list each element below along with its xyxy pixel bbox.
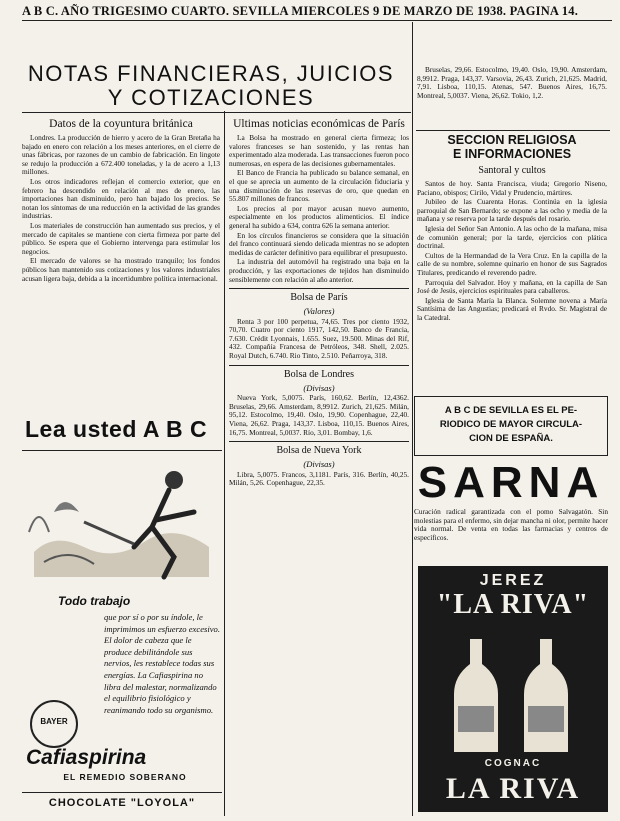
title-line-2: Y COTIZACIONES	[107, 85, 315, 110]
middle-paragraph: La Bolsa ha mostrado en general cierta firmeza; los valores franceses se han sostenido, y las rentas han experimentado alza moderada. Las transacciones fueron poco numerosas, en espera de las decisiones gubernamentales.	[229, 133, 409, 168]
left-paragraph: Londres. La producción de hierro y acero de la Gran Bretaña ha bajado en enero con relación a los meses anteriores, en el cierre de unas fábricas, por razones de un cambio de fabricación. En lingote se redujo la producción a 672.400 toneladas, y la de acero a 1,13 millones.	[22, 133, 220, 177]
left-paragraph: Los materiales de construcción han aumentado sus precios, y el mercado de capitales se mantiene con cierta firmeza por parte del público. Se espera que el Gobierno intervenga para estimular los negocios.	[22, 220, 220, 256]
la-riva-bottom: LA RIVA	[445, 772, 581, 805]
bolsa-londres-heading: Bolsa de Londres	[284, 368, 354, 380]
right-top-text: Bruselas, 29,66. Estocolmo, 19,40. Oslo, 19,90. Amsterdam, 8,9912. Praga, 143,37. Varsovia, 26,43. Zurich, 21,625. Madrid, 7,91. Lisboa, 110,15. Atenas, 547. Buenos Aires, 16,75. Montreal, 5,0037. Viena, 26,62. Tokio, 1,2.	[417, 66, 607, 100]
religious-paragraph: Cultos de la Hermandad de la Vera Cruz. En la capilla de la calle de su nombre, solemne quinario en honor de sus Sagrados Titulares, predicando el reverendo padre.	[417, 250, 607, 277]
cafiaspirina-brand: Cafiaspirina	[26, 746, 147, 769]
informaciones-title: E INFORMACIONES	[452, 147, 572, 161]
middle-paragraph: En los círculos financieros se considera que la situación del franco continuará siendo delicada mientras no se adopten medidas de carácter definitivo para equilibrar el presupuesto.	[229, 230, 409, 257]
right-divider	[416, 130, 610, 131]
bottles-illustration	[418, 634, 608, 754]
chocolate-loyola-ad: CHOCOLATE "LOYOLA"	[48, 797, 196, 809]
worker-illustration	[24, 452, 219, 587]
cafiaspirina-ad	[22, 452, 222, 792]
abc-slogan-ad: Lea usted A B C	[25, 416, 208, 442]
bayer-logo-text: BAYER	[40, 717, 68, 726]
religious-paragraph: Santos de hoy. Santa Francisca, viuda; Gregorio Niseno, Paciano, obispos; Cirilo, Vidal y Prudencio, mártires.	[417, 179, 607, 197]
title-underline	[22, 112, 411, 113]
bayer-cross-logo	[30, 700, 78, 748]
notice-line-3: CION DE ESPAÑA.	[469, 433, 553, 444]
la-riva-ad	[418, 566, 608, 812]
religious-paragraph: Jubileo de las Cuarenta Horas. Continúa en la iglesia parroquial de San Bernardo; se expone a las ocho y media de la mañana y se reserva por la tarde después del rosario.	[417, 197, 607, 224]
title-line-1: NOTAS FINANCIERAS, JUICIOS	[27, 61, 395, 86]
bolsa-ny-subheading: (Divisas)	[303, 459, 335, 470]
abc-circulation-notice	[414, 396, 608, 456]
sarna-title: SARNA	[417, 458, 605, 507]
ad-divider	[22, 450, 222, 451]
religious-paragraph: Iglesia del Señor San Antonio. A las ocho de la mañana, misa de comunión general; por la tarde, ejercicios con plática doctrinal.	[417, 223, 607, 251]
religious-section	[417, 133, 607, 393]
jerez-label: JEREZ	[479, 572, 547, 589]
la-riva-title: "LA RIVA"	[436, 589, 590, 620]
bolsa-londres-quotes: Nueva York, 5,0075. París, 160,62. Berlín, 12,4362. Bruselas, 29,66. Amsterdam, 8,9912. Zurich, 21,625. Milán, 95,12. Estocolmo, 19,40. Oslo, 19,90. Copenhague, 22,40. Viena, 26,62. Praga, 143,37. Lisboa, 110,15. Buenos Aires, 16,75. Montreal, 5,0037. Río, 3,01. Bombay, 1,6.	[229, 393, 409, 437]
financial-notes-title	[22, 62, 400, 110]
bolsa-paris-subheading: (Valores)	[303, 306, 335, 317]
bolsa-ny-quotes: Libra, 5,0075. Francos, 3,1181. París, 316. Berlín, 40,25. Milán, 5,26. Copenhague, 22,35.	[229, 469, 409, 488]
todo-trabajo-heading: Todo trabajo	[58, 594, 131, 608]
column-rule-left	[224, 111, 225, 816]
middle-paragraph: La industria del automóvil ha registrado una baja en la producción, y las exportaciones de tejidos han disminuido sensiblemente con relación al año anterior.	[229, 257, 409, 284]
column-rule-right	[412, 22, 413, 816]
religious-paragraph: Iglesia de Santa María la Blanca. Solemne novena a María Santísima de las Angustias; predicará el Rvdo. Sr. Magistral de la Catedral.	[417, 295, 607, 322]
bolsa-londres-subheading: (Divisas)	[303, 382, 335, 393]
sarna-ad	[414, 458, 608, 558]
ad-divider	[22, 792, 222, 793]
cafiaspirina-slogan: EL REMEDIO SOBERANO	[63, 772, 187, 782]
seccion-religiosa-title: SECCION RELIGIOSA	[447, 133, 577, 147]
page-header: A B C. AÑO TRIGESIMO CUARTO. SEVILLA MIERCOLES 9 DE MARZO DE 1938. PAGINA 14.	[22, 2, 612, 21]
middle-paragraph: El Banco de Francia ha publicado su balance semanal, en el que se aprecia un aumento de la circulación fiduciaria y una disminución de las reservas de oro, que quedan en 55.807 millones de francos.	[229, 168, 409, 204]
paris-news-heading: Ultimas noticias económicas de París	[233, 118, 405, 130]
sarna-body: Curación radical garantizada con el pomo Salvagatón. Sin molestias para el enfermo, sin dejar mancha ni olor, permite hacer vida normal. De venta en todas las farmacias y centros de específicos.	[414, 508, 608, 542]
british-outlook-heading: Datos de la coyuntura británica	[49, 118, 193, 130]
middle-paragraph: Los precios al por mayor acusan nuevo aumento, especialmente en los productos alimenticios. El índice general ha subido a 634, contra 626 la semana anterior.	[229, 203, 409, 230]
left-paragraph: El mercado de valores se ha mostrado tranquilo; los fondos públicos han mantenido sus cotizaciones y los valores industriales acusan ligera baja, debida a la incertidumbre política internacional.	[22, 256, 220, 283]
notice-line-2: RIODICO DE MAYOR CIRCULA-	[439, 419, 583, 430]
middle-article	[229, 116, 409, 816]
right-top-quotes	[417, 66, 607, 128]
left-article	[22, 116, 220, 411]
bolsa-ny-heading: Bolsa de Nueva York	[276, 445, 362, 457]
cafiaspirina-body: que por sí o por su índole, le imprimimos un esfuerzo excesivo. El dolor de cabeza que le produce debilitándole sus nervios, les restablece todas sus energías. La Cafiaspirina no libra del malestar, normalizando el equilibrio fisiológico y reanimando todo su organismo.	[104, 612, 220, 715]
notice-line-1: A B C DE SEVILLA ES EL PE-	[444, 405, 578, 416]
cognac-label: COGNAC	[484, 758, 542, 769]
santoral-heading: Santoral y cultos	[478, 165, 546, 176]
bolsa-paris-heading: Bolsa de París	[290, 292, 348, 304]
religious-paragraph: Parroquia del Salvador. Hoy y mañana, en la capilla de San José de Jesús, ejercicios espirituales para caballeros.	[417, 277, 607, 296]
bolsa-paris-quotes: Renta 3 por 100 perpetua, 74,65. Tres por ciento 1932, 70,70. Cuatro por ciento 1917, 142,50. Banco de Francia, 7.630. Crédit Lyonnais, 1.655. Suez, 19.500. Minas del Rif, 432. Compañía Francesa de Petróleos, 348. Shell, 2.025. Royal Dutch, 6.740. Rio Tinto, 2.510. Peñarroya, 318.	[229, 316, 409, 361]
left-paragraph: Los otros indicadores reflejan el comercio exterior, que en febrero ha descendido en relación al mes de enero, las importaciones han disminuido, pero han bajado los precios. Se notan los síntomas de una reducción en la actividad de las grandes industrias.	[22, 176, 220, 221]
